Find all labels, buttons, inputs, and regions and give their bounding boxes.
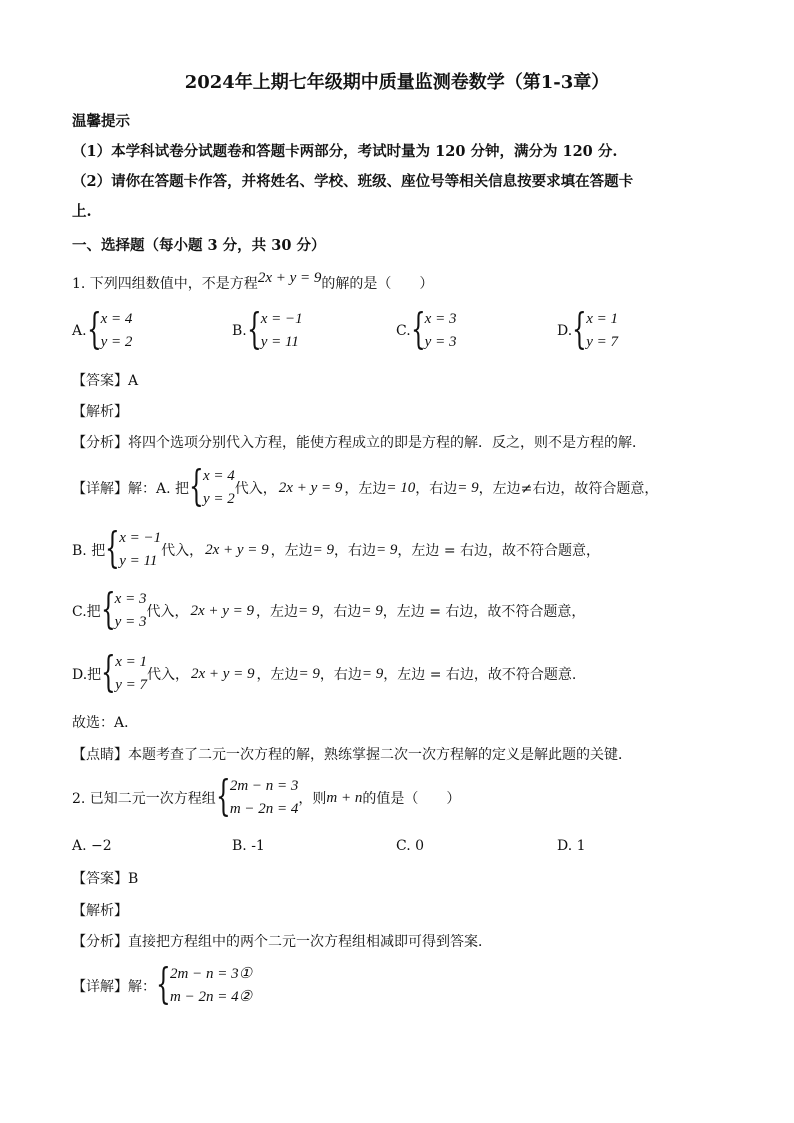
row-eq2: y = 3	[114, 614, 147, 630]
q2-option-a: A. −2	[72, 838, 112, 854]
row-tail: ，左边 = 右边，故不符合题意，	[397, 543, 601, 559]
row-sep2: ，右边	[319, 604, 362, 620]
row-eq1: x = 1	[115, 654, 147, 670]
left-brace-icon: {	[105, 523, 120, 572]
row-equation: 2x + y = 9	[190, 665, 255, 682]
left-brace-icon: {	[215, 771, 231, 820]
row-eq2: y = 7	[115, 677, 147, 693]
option-eq2: y = 7	[586, 334, 618, 350]
row-tail: ，左边≠右边，故符合题意，	[478, 481, 659, 497]
left-brace-icon: {	[572, 304, 587, 353]
q1-answer: 【答案】A	[72, 373, 139, 389]
left-brace-icon: {	[86, 304, 102, 353]
q1-option-a	[72, 304, 133, 354]
q1-conclusion: 故选：A．	[72, 715, 139, 731]
row-sep: ，左边	[256, 667, 299, 683]
row-sep2: ，右边	[415, 481, 458, 497]
row-right: = 9	[361, 665, 384, 682]
row-sep2: ，右边	[334, 543, 377, 559]
row-mid: 代入，	[161, 543, 204, 559]
row-equation: 2x + y = 9	[205, 541, 269, 558]
row-left: = 9	[298, 665, 320, 682]
q2-analysis-tag: 【解析】	[72, 903, 128, 919]
row-eq1: x = 3	[114, 591, 147, 607]
q2-eq2: m − 2n = 4	[229, 801, 299, 817]
tips-line-2: （2）请你在答题卡作答，并将姓名、学校、班级、座位号等相关信息按要求填在答题卡	[72, 173, 634, 190]
tips-line-3: 上.	[72, 203, 92, 220]
q1-stem-suffix: 的解的是（ ）	[321, 276, 434, 292]
left-brace-icon: {	[156, 959, 171, 1008]
q1-comment: 【点睛】本题考查了二元一次方程的解，熟练掌握二次一次方程解的定义是解此题的关键．	[72, 747, 632, 763]
q1-option-d	[557, 304, 618, 354]
row-eq1: x = 4	[203, 468, 235, 484]
q1-option-b	[232, 304, 303, 354]
detail-tag: 【详解】解：A. 把	[72, 481, 190, 497]
option-eq2: y = 2	[100, 334, 133, 350]
tips-heading: 温馨提示	[72, 113, 130, 130]
option-eq1: x = −1	[260, 311, 303, 327]
q2-detail-eq2: m − 2n = 4②	[170, 989, 253, 1005]
row-right: = 9	[457, 479, 479, 496]
option-eq2: y = 11	[260, 334, 299, 350]
q2-stem-mid: ，则	[298, 791, 327, 807]
row-right: = 9	[361, 602, 383, 619]
q2-eq1: 2m − n = 3	[229, 778, 299, 794]
row-sep2: ，右边	[319, 667, 362, 683]
option-label: A.	[72, 323, 87, 339]
detail-tag: 【详解】解：	[72, 979, 156, 995]
row-mid: 代入，	[146, 604, 189, 620]
tips-line-1: （1）本学科试卷分试题卷和答题卡两部分，考试时量为 120 分钟，满分为 120 分.	[72, 143, 618, 160]
q2-detail-eq1: 2m − n = 3①	[170, 966, 253, 982]
option-eq2: y = 3	[424, 334, 457, 350]
row-prefix: D.把	[72, 667, 102, 683]
option-eq1: x = 3	[424, 311, 457, 327]
q1-analysis-tag: 【解析】	[72, 404, 128, 420]
question-2-stem	[72, 771, 461, 821]
row-prefix: C.把	[72, 604, 101, 620]
row-equation: 2x + y = 9	[190, 602, 255, 619]
option-label: C.	[396, 323, 411, 339]
row-eq1: x = −1	[119, 530, 162, 546]
q2-option-c: C. 0	[396, 838, 425, 854]
left-brace-icon: {	[410, 304, 426, 353]
option-eq1: x = 4	[100, 311, 133, 327]
left-brace-icon: {	[246, 304, 262, 353]
q2-analysis: 【分析】直接把方程组中的两个二元一次方程组相减即可得到答案．	[72, 934, 492, 950]
option-eq1: x = 1	[586, 311, 618, 327]
q1-option-c	[396, 304, 457, 354]
row-sep: ，左边	[270, 543, 313, 559]
left-brace-icon: {	[100, 584, 116, 633]
row-left: = 9	[312, 541, 335, 558]
q1-detail-row-d	[72, 647, 577, 697]
row-sep: ，左边	[344, 481, 387, 497]
row-prefix: B. 把	[72, 543, 106, 559]
page-title: 2024年上期七年级期中质量监测卷数学（第1-3章）	[184, 72, 610, 93]
row-sep: ，左边	[256, 604, 299, 620]
row-right: = 9	[376, 541, 398, 558]
left-brace-icon: {	[189, 461, 204, 510]
row-equation: 2x + y = 9	[278, 479, 343, 496]
q2-stem-prefix: 2. 已知二元一次方程组	[72, 791, 216, 807]
q1-detail-row-b	[72, 523, 601, 573]
q2-option-d: D. 1	[557, 838, 586, 854]
section-heading: 一、选择题（每小题 3 分，共 30 分）	[72, 237, 326, 254]
row-tail: ，左边 = 右边，故不符合题意.	[383, 667, 577, 683]
left-brace-icon: {	[101, 647, 116, 696]
row-left: = 9	[298, 602, 320, 619]
q1-equation: 2x + y = 9	[257, 270, 322, 286]
row-mid: 代入，	[146, 667, 189, 683]
row-left: = 10	[386, 479, 416, 496]
option-label: B.	[232, 323, 247, 339]
row-eq2: y = 11	[119, 553, 158, 569]
q1-stem-prefix: 1. 下列四组数值中，不是方程	[72, 276, 258, 292]
q2-answer: 【答案】B	[72, 871, 139, 887]
q2-detail	[72, 959, 253, 1009]
q2-stem-suffix: 的值是（ ）	[362, 791, 461, 807]
row-tail: ，左边 = 右边，故不符合题意，	[382, 604, 586, 620]
q1-detail-row-c	[72, 584, 586, 634]
q1-analysis: 【分析】将四个选项分别代入方程，能使方程成立的即是方程的解．反之，则不是方程的解．	[72, 435, 646, 451]
q2-expression: m + n	[326, 789, 363, 806]
row-mid: 代入，	[234, 481, 277, 497]
q1-detail-row-a	[72, 461, 659, 511]
q2-option-b: B. -1	[232, 838, 265, 854]
row-eq2: y = 2	[203, 491, 235, 507]
question-1-stem	[72, 270, 434, 293]
option-label: D.	[557, 323, 573, 339]
